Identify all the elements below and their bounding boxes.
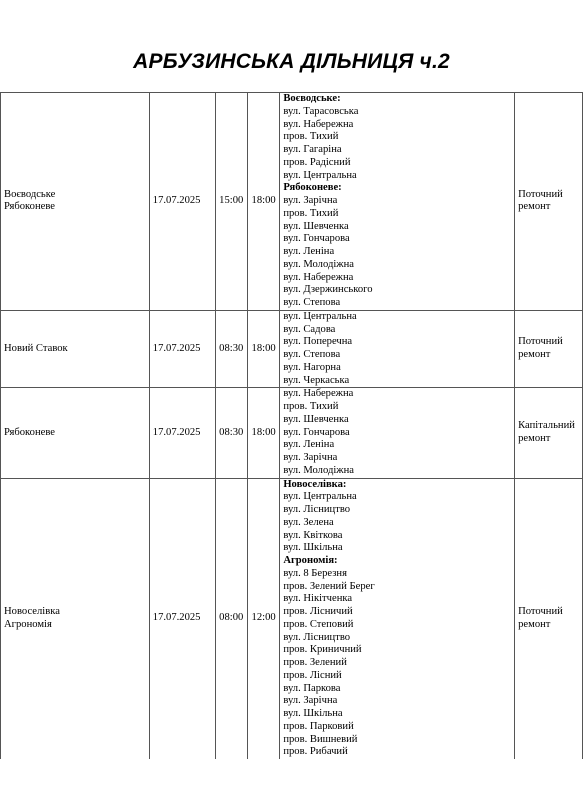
street-name: пров. Лісничий <box>283 606 353 617</box>
schedule-table <box>0 92 583 759</box>
street-name: вул. Леніна <box>283 246 335 257</box>
street-name: вул. Степова <box>283 349 341 360</box>
street-name: вул. 8 Березня <box>283 567 347 579</box>
streets-cell <box>280 388 515 478</box>
date-cell: 17.07.2025 <box>149 310 215 388</box>
work-type-text: ремонт <box>518 201 551 213</box>
street-name: вул. Центральна <box>283 310 357 322</box>
street-name: вул. Садова <box>283 323 336 335</box>
document-title: АРБУЗИНСЬКА ДІЛЬНИЦЯ ч.2 <box>133 50 450 73</box>
street-name: вул. Центральна <box>283 169 357 181</box>
locality-name: Воєводське <box>4 188 56 200</box>
table-row <box>1 310 583 388</box>
time-from-cell: 08:00 <box>215 478 247 759</box>
street-name: пров. Степовий <box>283 618 354 630</box>
time-to-cell: 18:00 <box>247 310 279 388</box>
streets-cell <box>280 478 515 759</box>
work-type-cell <box>515 478 583 759</box>
streets-cell <box>280 310 515 388</box>
street-name: пров. Парковий <box>283 720 354 732</box>
time-to-cell: 18:00 <box>247 93 279 311</box>
work-type-text: Поточний <box>518 606 563 617</box>
street-name: вул. Набережна <box>283 388 354 400</box>
street-name: вул. Степова <box>283 297 341 308</box>
locality-cell <box>1 93 150 311</box>
work-type-cell <box>515 310 583 388</box>
work-type-text: ремонт <box>518 349 551 360</box>
street-name: пров. Тихий <box>283 131 339 143</box>
street-name: вул. Леніна <box>283 439 335 451</box>
street-name: вул. Черкаська <box>283 374 350 386</box>
work-type-text: Капітальний <box>518 420 575 432</box>
locality-cell <box>1 388 150 478</box>
work-type-text: Поточний <box>518 188 563 200</box>
time-from-cell: 15:00 <box>215 93 247 311</box>
street-name: вул. Нікітченка <box>283 593 353 605</box>
street-name: вул. Зелена <box>283 516 334 528</box>
street-name: вул. Шкільна <box>283 708 343 719</box>
street-name: вул. Зарічна <box>283 452 338 463</box>
work-type-text: ремонт <box>518 432 551 444</box>
work-type-text: ремонт <box>518 618 551 630</box>
table-row <box>1 93 583 311</box>
time-from-cell: 08:30 <box>215 388 247 478</box>
street-name: вул. Дзержинського <box>283 284 373 296</box>
date-cell: 17.07.2025 <box>149 478 215 759</box>
street-name: вул. Зарічна <box>283 695 338 707</box>
time-to-cell: 12:00 <box>247 478 279 759</box>
street-name: вул. Гагаріна <box>283 144 342 155</box>
table-row <box>1 478 583 759</box>
street-name: вул. Молодіжна <box>283 464 354 476</box>
settlement-heading: Воєводське: <box>283 93 341 104</box>
table-row <box>1 388 583 478</box>
street-name: пров. Лісний <box>283 669 342 681</box>
time-from-cell: 08:30 <box>215 310 247 388</box>
street-name: вул. Зарічна <box>283 195 338 206</box>
street-name: вул. Нагорна <box>283 361 341 373</box>
street-name: пров. Тихий <box>283 401 339 412</box>
street-name: вул. Квіткова <box>283 529 343 541</box>
street-name: пров. Радісний <box>283 156 351 168</box>
street-name: вул. Лісництво <box>283 631 351 643</box>
street-name: вул. Гончарова <box>283 426 350 438</box>
street-name: вул. Центральна <box>283 491 357 503</box>
streets-cell <box>280 93 515 311</box>
street-name: вул. Набережна <box>283 118 354 130</box>
street-name: пров. Зелений Берег <box>283 580 375 592</box>
street-name: вул. Набережна <box>283 271 354 283</box>
settlement-heading: Агрономія: <box>283 555 338 566</box>
locality-name: Агрономія <box>4 618 52 630</box>
street-name: вул. Шевченка <box>283 220 349 232</box>
locality-cell <box>1 478 150 759</box>
street-name: пров. Тихий <box>283 207 339 219</box>
work-type-text: Поточний <box>518 336 563 348</box>
street-name: пров. Зелений <box>283 657 347 668</box>
date-cell: 17.07.2025 <box>149 93 215 311</box>
street-name: вул. Гончарова <box>283 233 350 245</box>
work-type-cell <box>515 93 583 311</box>
street-name: вул. Тарасовська <box>283 105 359 117</box>
locality-name: Новоселівка <box>4 606 60 617</box>
street-name: вул. Поперечна <box>283 336 353 348</box>
schedule-table-body <box>1 93 583 760</box>
street-name: вул. Лісництво <box>283 504 351 515</box>
work-type-cell <box>515 388 583 478</box>
street-name: вул. Молодіжна <box>283 258 354 270</box>
locality-name: Рябоконеве <box>4 426 55 438</box>
street-name: вул. Паркова <box>283 682 341 694</box>
street-name: пров. Рибачий <box>283 746 348 758</box>
settlement-heading: Рябоконеве: <box>283 182 342 194</box>
settlement-heading: Новоселівка: <box>283 478 347 490</box>
locality-name: Новий Ставок <box>4 342 68 354</box>
locality-name: Рябоконеве <box>4 201 55 213</box>
street-name: вул. Шевченка <box>283 413 349 425</box>
date-cell: 17.07.2025 <box>149 388 215 478</box>
locality-cell <box>1 310 150 388</box>
street-name: вул. Шкільна <box>283 542 343 554</box>
street-name: пров. Криничний <box>283 644 362 656</box>
time-to-cell: 18:00 <box>247 388 279 478</box>
street-name: пров. Вишневий <box>283 733 358 745</box>
